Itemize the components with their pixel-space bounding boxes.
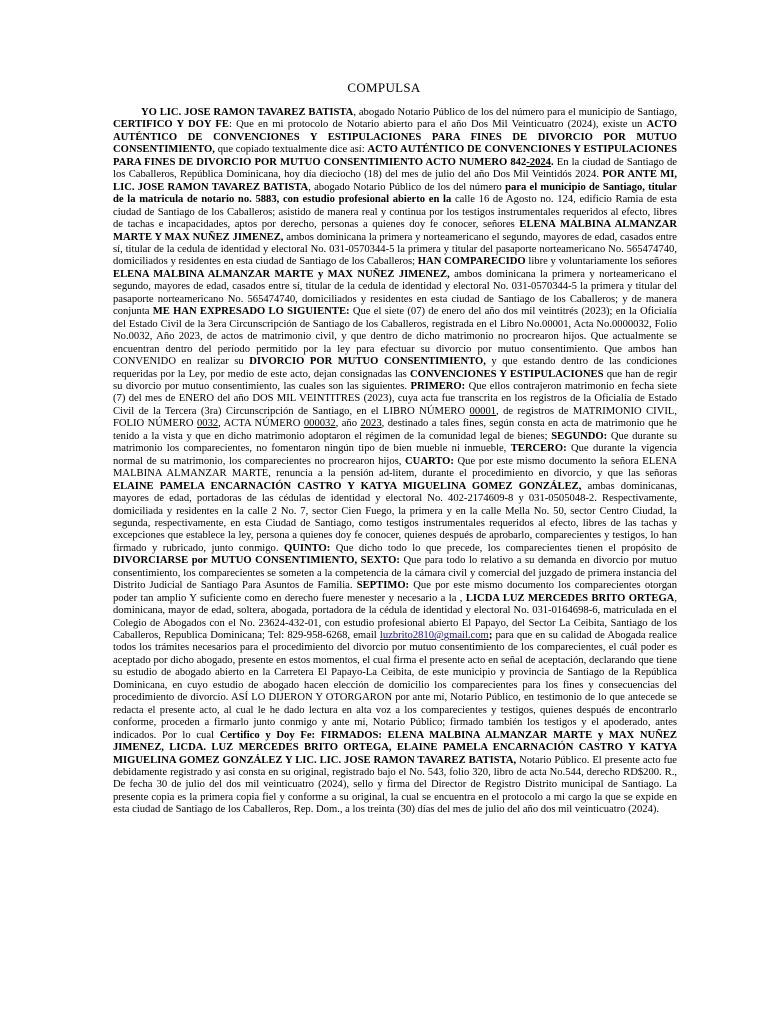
body-text: Que ellos contrajeron matrimonio en fecha siete (7) del mes de ENERO del año DOS MIL VEINTITRES (2023), cuya acta fue transcrita en los registros de la Oficialía de Estado Civil de la Tercera (3ra) Circunscripción de Santiago, en el LIBRO NÚMERO	[113, 380, 677, 417]
bold-text: HAN COMPARECIDO	[417, 256, 526, 268]
bold-text: CONVENCIONES Y ESTIPULACIONES	[410, 368, 604, 380]
body-text: Que el siete (07) de enero del año dos mil veintitrés (2023); en la Oficialía del Estado Civil de la 3era Circunscripción de Santiago de los Caballeros, registrada en el Libro No.00001, Acta No.0000032, Folio No.0032, Año 2023, de actos de matrimonio civil, y que dentro de dicho matrimonio no procrearon hijos. Que actualmente se encuentran dentro del período permitido por la ley para efectuar su divorcio por mutuo consentimiento. Que ambos han CONVENIDO en realizar su	[113, 306, 678, 368]
bold-text: ELENA MALBINA ALMANZAR MARTE y MAX NUÑEZ JIMENEZ,	[113, 268, 450, 280]
compulsa-paragraph	[113, 107, 677, 817]
bold-text: DIVORCIO POR MUTUO CONSENTIMIENTO,	[249, 356, 486, 368]
body-text: ambos dominicana la primera y norteamericano el segundo, mayores de edad, casados entre sí, titular de la cedula de identidad y electoral No. 031-0570344-5 la primera y titular del pasaporte norteamericano No. 565474740, domiciliados y residentes en esta ciudad de Santiago de los Caballeros; y de manera conjunta	[113, 268, 677, 318]
bold-text: CUARTO:	[405, 455, 454, 467]
underlined-text: 0032	[196, 418, 219, 430]
body-text: Que para todo lo relativo a su demanda en divorcio por mutuo consentimiento, los comparecientes se someten a la competencia de la cámara civil y comercial del juzgado de primera instancia del Distrito Judicial de Santiago Para Asuntos de Familia.	[113, 555, 677, 592]
body-text: , dominicana, mayor de edad, soltera, abogada, portadora de la cédula de identidad y electoral No. 031-0164698-6, matriculada en el Colegio de Abogados con el No. 23624-432-01, con estudio profesional abierto El Papayo, del Sector La Ceibita, Santiago de los Caballeros, Republica Dominicana; Tel: 829-958-6268, email	[113, 592, 677, 642]
document-body	[113, 107, 677, 817]
body-text: Notario Público. El presente acto fue debidamente registrado y asi consta en su original, registrado bajo el No. 543, folio 320, libro de acta No.544, derecho RD$200. R., De fecha 30 de julio del dos mil veinticuatro (2024), sello y firma del Director de Registro Distrito municipal de Santiago. La presente copia es la primera copia fiel y conforme a su original, la cual se encuentra en el protocolo a mi cargo la que se expide en esta ciudad de Santiago de los Caballeros, Rep. Dom., a los treinta (30) días del mes de julio del año dos mil veinticuatro (2024).	[113, 754, 677, 816]
body-text: , abogado Notario Público de los del número	[308, 181, 506, 193]
bold-text: ELAINE PAMELA ENCARNACIÓN CASTRO Y KATYA MIGUELINA GOMEZ GONZÁLEZ,	[113, 480, 582, 492]
bold-underlined-text: -2024	[526, 156, 551, 168]
bold-text: QUINTO:	[283, 542, 331, 554]
bold-text: LICDA LUZ MERCEDES BRITO ORTEGA	[465, 592, 675, 604]
body-text: En la ciudad de Santiago de los Caballeros, República Dominicana, hoy día dieciocho (18) del mes de julio del año Dos Mil Veintidós 2024.	[113, 156, 677, 181]
body-text: Que dicho todo lo que precede, los comparecientes tienen el propósito de	[330, 542, 677, 554]
bold-text: ELENA MALBINA ALMANZAR MARTE Y MAX NUÑEZ JIMENEZ,	[113, 219, 677, 243]
bold-text: YO LIC. JOSE RAMON TAVAREZ BATISTA	[141, 107, 354, 118]
page-title: COMPULSA	[347, 80, 421, 95]
body-text: Que durante la vigencia normal de su matrimonio, los comparecientes no procrearon hijos,	[113, 443, 677, 467]
underlined-text: 000032	[303, 418, 336, 430]
bold-text: TERCERO:	[510, 443, 567, 455]
body-text: calle 16 de Agosto no. 124, edificio Ramia de esta ciudad de Santiago de los Caballeros; asistido de manera real y continua por los testigos instrumentales requeridos al efecto, libres de tachas e incapacidades, aptos por derecho, personas a quienes doy fe conocer, señores	[113, 194, 677, 231]
bold-text: PRIMERO:	[410, 380, 466, 392]
bold-text: SEGUNDO:	[551, 430, 608, 442]
body-text: ambos dominicana la primera y norteamericano el segundo, mayores de edad, casados entre sí, titular de la cedula de identidad y electoral No. 031-0570344-5 la primera y titular del pasaporte norteamericano No. 565474740, domiciliados y residentes en esta ciudad de Santiago de los Caballeros;	[113, 231, 677, 268]
body-text: , ACTA NÚMERO	[218, 418, 304, 430]
bold-text: ACTO AUTÉNTICO DE CONVENCIONES Y ESTIPULACIONES PARA FINES DE DIVORCIO POR MUTUO CONSENTIMIENTO ACTO NUMERO 842	[113, 144, 677, 168]
bold-text: ACTO AUTÉNTICO DE CONVENCIONES Y ESTIPULACIONES PARA FINES DE DIVORCIO POR MUTUO CONSENTIMIENTO,	[113, 119, 677, 156]
body-text: y que estando dentro de las condiciones requeridas por la Ley, por medio de este acto, dejan consignadas las	[113, 356, 677, 380]
bold-text: ;	[488, 630, 493, 642]
bold-text: Certifico y Doy Fe: FIRMADOS: ELENA MALBINA ALMANZAR MARTE y MAX NUÑEZ JIMENEZ, LICDA. LUZ MERCEDES BRITO ORTEGA, ELAINE PAMELA ENCARNACIÓN CASTRO Y KATYA MIGUELINA GOMEZ GONZÁLEZ Y LIC. LIC. JOSE RAMON TAVAREZ BATISTA,	[113, 729, 677, 766]
body-text: que han de regir su divorcio por mutuo consentimiento, las cuales son las siguientes.	[113, 368, 678, 392]
email-link[interactable]: luzbrito2810@gmail.com	[379, 630, 489, 642]
bold-text: .	[550, 156, 554, 168]
body-text: que copiado textualmente dice así:	[214, 144, 368, 156]
bold-text: POR ANTE MI, LIC. JOSE RAMON TAVAREZ BATISTA	[113, 169, 678, 193]
body-text: , año	[335, 418, 361, 430]
body-text: ambas dominicanas, mayores de edad, portadoras de las cédulas de identidad y electoral No. 402-2174609-8 y 031-0505048-2. Respectivamente, domiciliada y residentes en la calle 2 No. 7, sector Cien Fuego, la primera y en la calle Mella No. 50, sector Centro Ciudad, la segunda, respectivamente, en esta Ciudad de Santiago, como testigos instrumentales requeridos al efecto, libres de las tachas y excepciones que establece la ley, persona a quienes doy fe conocer, quienes después de aprobarlo, comparecientes y testigos, lo han firmado y rubricado, junto conmigo.	[113, 480, 677, 554]
body-text: Que durante su matrimonio los comparecientes, no fomentaron ningún tipo de bien mueble ni inmueble,	[113, 430, 677, 455]
body-text: Que por este mismo documento los comparecientes otorgan poder tan amplio Y suficiente como en derecho fuere menester y necesario a la ,	[113, 580, 677, 604]
body-text: libre y voluntariamente los señores	[525, 256, 677, 268]
underlined-text: 2023	[360, 418, 382, 430]
body-text: , destinado a tales fines, según consta en acta de matrimonio que he tenido a la vista y que en dicho matrimonio adoptaron el régimen de la comunidad legal de bienes;	[113, 418, 677, 442]
bold-text: CERTIFICO Y DOY FE	[113, 119, 229, 131]
body-text: para que en su calidad de Abogada realice todos los trámites necesarios para el procedimiento del divorcio por mutuo consentimiento de los comparecientes, el cuál poder es aceptado por dicho abogado, presente en estos momentos, el cual firma el presente acto en señal de aceptación, declarando que tiene su estudio de abogado abierto en la Carretera El Papayo-La Ceibita, de este municipio y provincia de Santiago de la República Dominicana, en cuyo estudio de abogado hacen elección de domicilio los comparecientes para los fines y consecuencias del procedimiento de divorcio. ASÍ LO DIJERON Y OTORGARON por ante mí, Notario Público, en testimonio de lo que antecede se redacta el presente acto, al cual le he dado lectura en alta voz a los comparecientes y testigos, quienes después de encontrarlo conforme, proceden a firmarlo junto conmigo y ante mí, Notario Público; firmado también los testigos y el apoderado, antes indicados. Por lo cual	[113, 630, 677, 741]
body-text: , de registros de MATRIMONIO CIVIL, FOLIO NÚMERO	[113, 405, 677, 430]
bold-text: DIVORCIARSE por MUTUO CONSENTIMIENTO, SEXTO:	[113, 555, 400, 567]
body-text: Que por este mismo documento la señora ELENA MALBINA ALMANZAR MARTE, renuncia a la pensión ad-litem, durante el procedimiento en divorcio, y que las señoras	[113, 455, 677, 480]
bold-text: SEPTIMO:	[356, 580, 410, 592]
body-text: : Que en mi protocolo de Notario abierto para el año Dos Mil Veinticuatro (2024), existe un	[228, 119, 647, 131]
bold-text: para el municipio de Santiago, titular de la matricula de notario no. 5883, con estudio profesional abierto en la	[113, 181, 678, 206]
body-text: , abogado Notario Público de los del número para el municipio de Santiago,	[353, 107, 677, 118]
underlined-text: 00001	[469, 405, 497, 417]
bold-text: ME HAN EXPRESADO LO SIGUIENTE:	[152, 306, 350, 318]
